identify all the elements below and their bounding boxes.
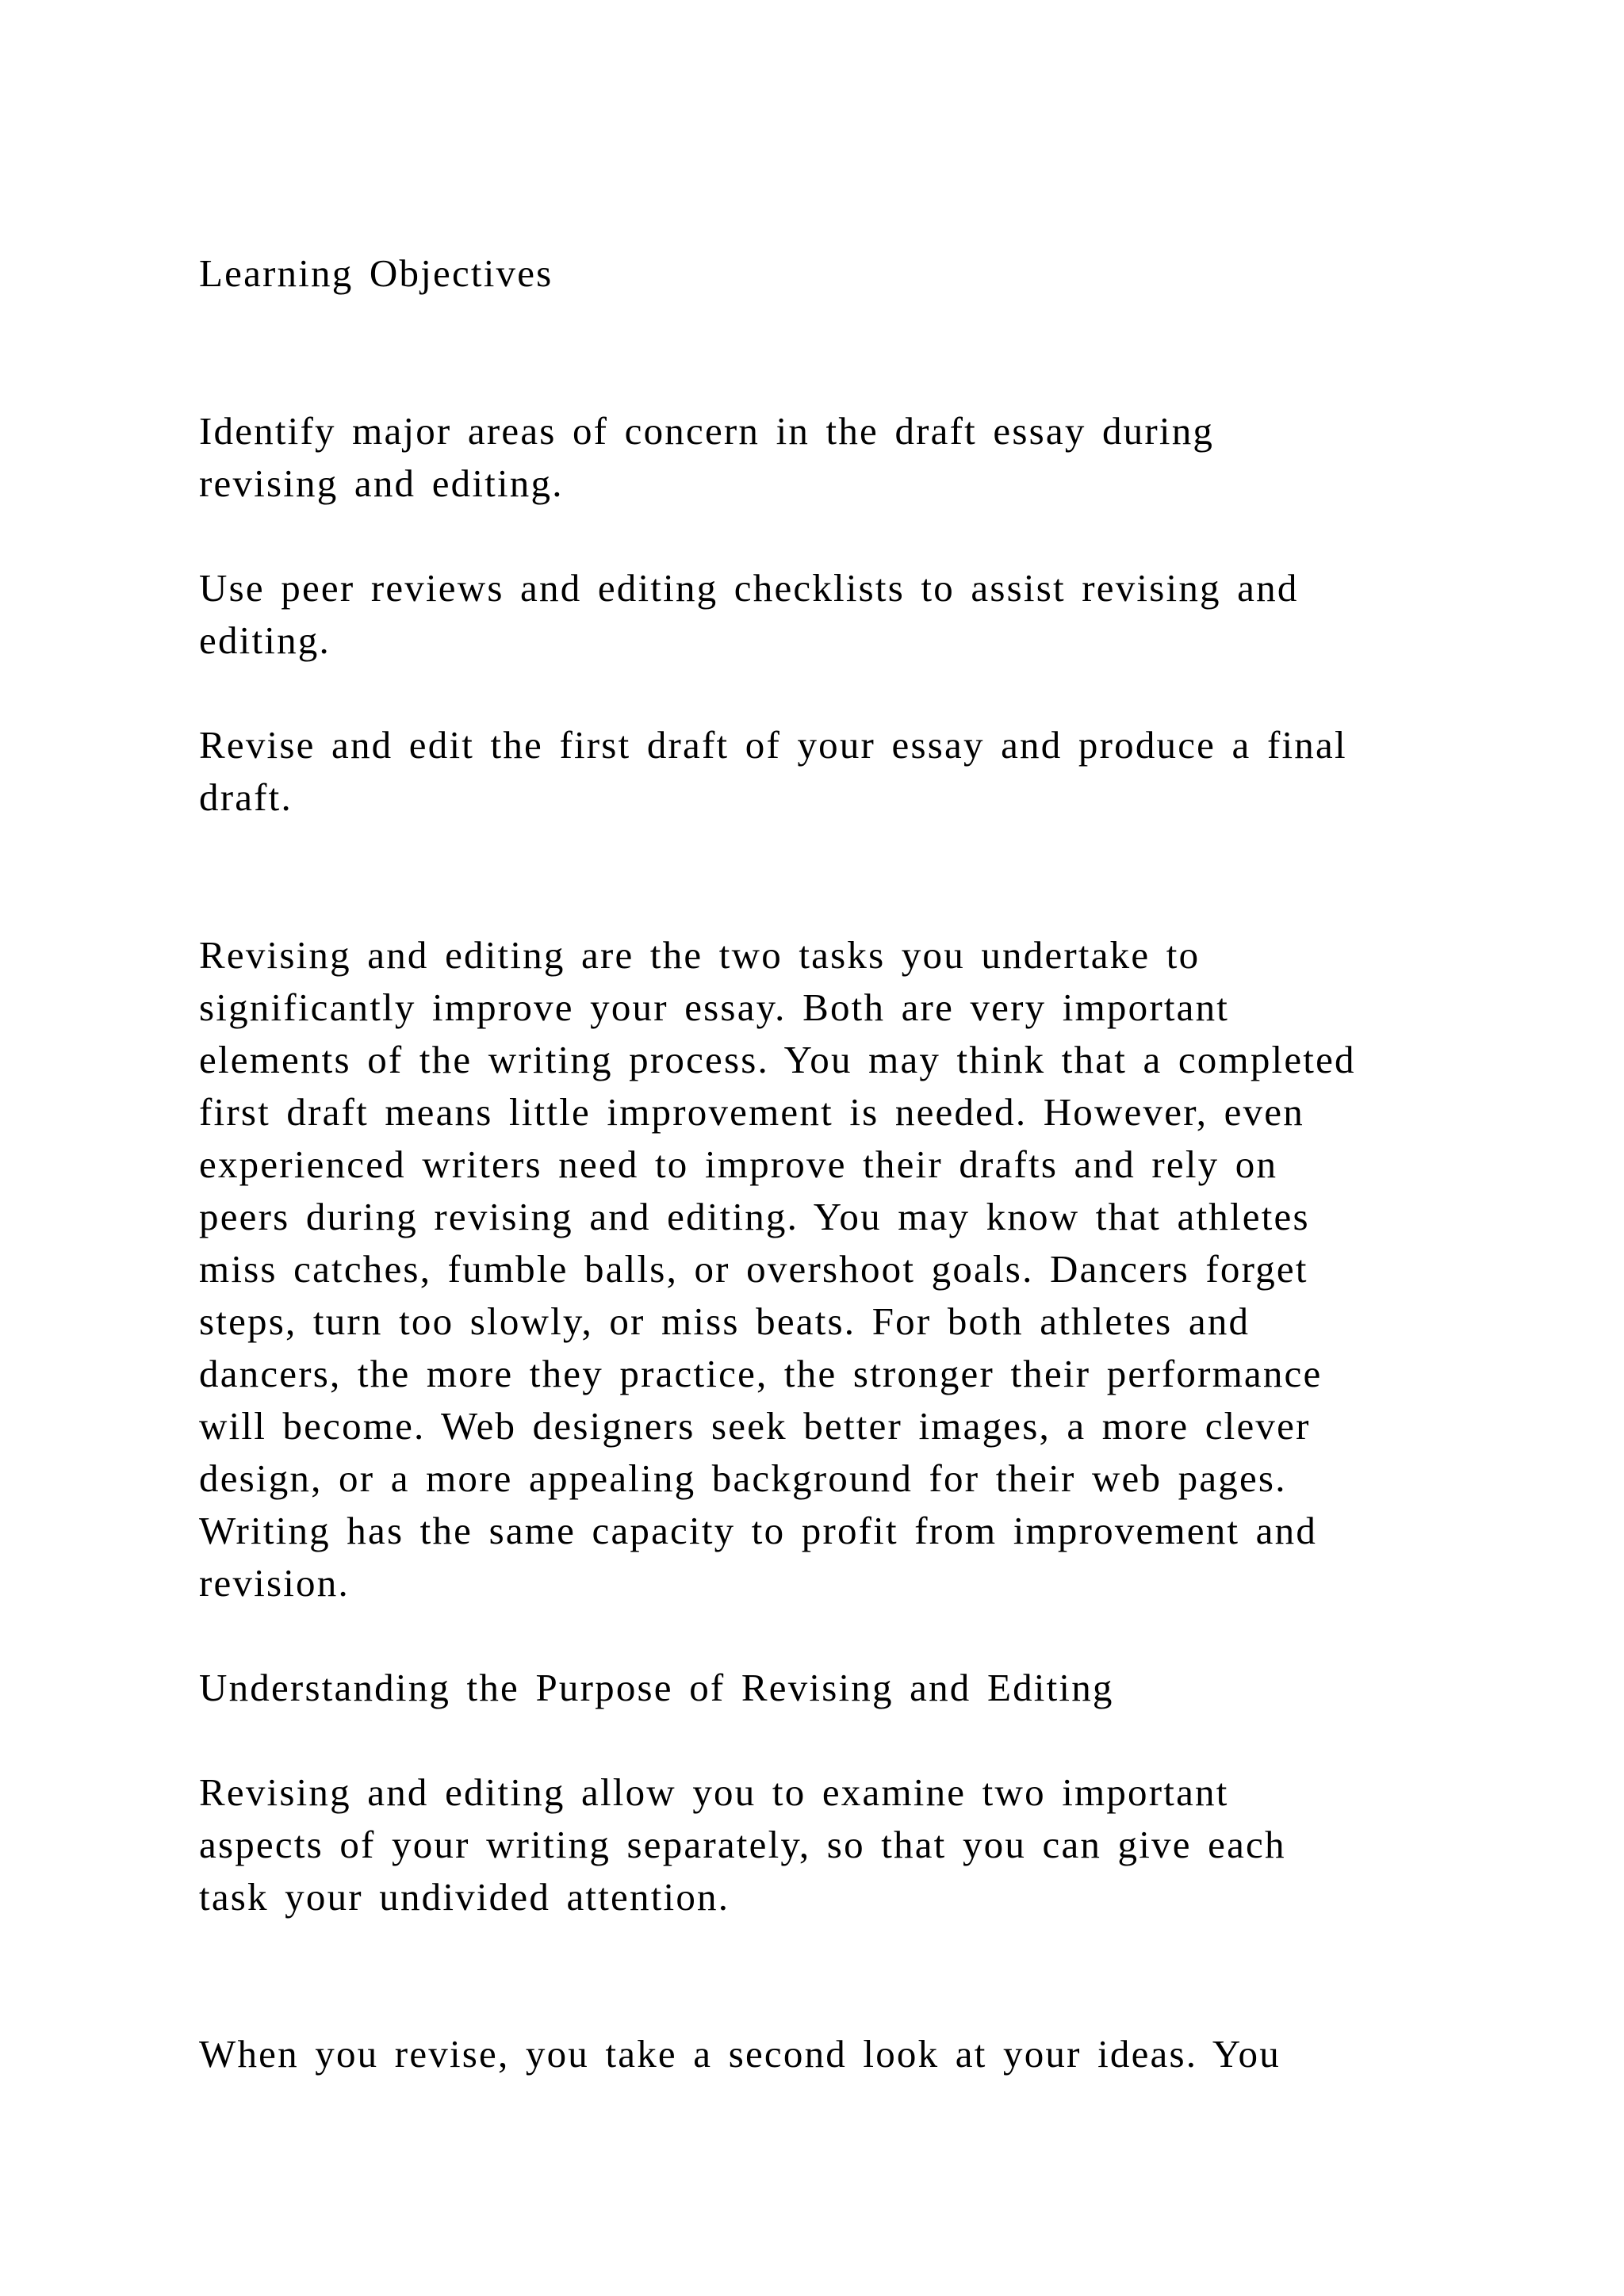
objective-3-line-1: Revise and edit the first draft of your essay and produce a final bbox=[199, 723, 1347, 767]
intro-line-12: Writing has the same capacity to profit from improvement and bbox=[199, 1509, 1318, 1552]
intro-line-10: will become. Web designers seek better images, a more clever bbox=[199, 1404, 1311, 1448]
intro-line-5: experienced writers need to improve their drafts and rely on bbox=[199, 1142, 1278, 1186]
objective-2-line-2: editing. bbox=[199, 618, 331, 662]
intro-line-9: dancers, the more they practice, the stronger their performance bbox=[199, 1352, 1323, 1395]
heading-learning-objectives: Learning Objectives bbox=[199, 251, 553, 295]
closing-line: When you revise, you take a second look at your ideas. You bbox=[199, 2032, 1281, 2076]
intro-line-3: elements of the writing process. You may think that a completed bbox=[199, 1038, 1356, 1081]
intro-line-13: revision. bbox=[199, 1561, 350, 1605]
intro-line-8: steps, turn too slowly, or miss beats. For both athletes and bbox=[199, 1299, 1251, 1343]
objective-1-line-2: revising and editing. bbox=[199, 461, 564, 505]
intro-line-7: miss catches, fumble balls, or overshoot goals. Dancers forget bbox=[199, 1247, 1308, 1291]
intro-line-4: first draft means little improvement is needed. However, even bbox=[199, 1090, 1304, 1134]
intro-line-6: peers during revising and editing. You may know that athletes bbox=[199, 1195, 1310, 1238]
intro-line-1: Revising and editing are the two tasks you undertake to bbox=[199, 933, 1201, 977]
objective-1-line-1: Identify major areas of concern in the draft essay during bbox=[199, 409, 1215, 453]
objective-2-line-1: Use peer reviews and editing checklists to assist revising and bbox=[199, 566, 1299, 610]
purpose-line-2: aspects of your writing separately, so that you can give each bbox=[199, 1823, 1286, 1866]
purpose-line-1: Revising and editing allow you to examine two important bbox=[199, 1770, 1229, 1814]
intro-line-2: significantly improve your essay. Both are very important bbox=[199, 985, 1230, 1029]
purpose-line-3: task your undivided attention. bbox=[199, 1875, 730, 1919]
section-heading: Understanding the Purpose of Revising and Editing bbox=[199, 1666, 1114, 1709]
objective-3-line-2: draft. bbox=[199, 775, 293, 819]
intro-line-11: design, or a more appealing background for their web pages. bbox=[199, 1456, 1287, 1500]
